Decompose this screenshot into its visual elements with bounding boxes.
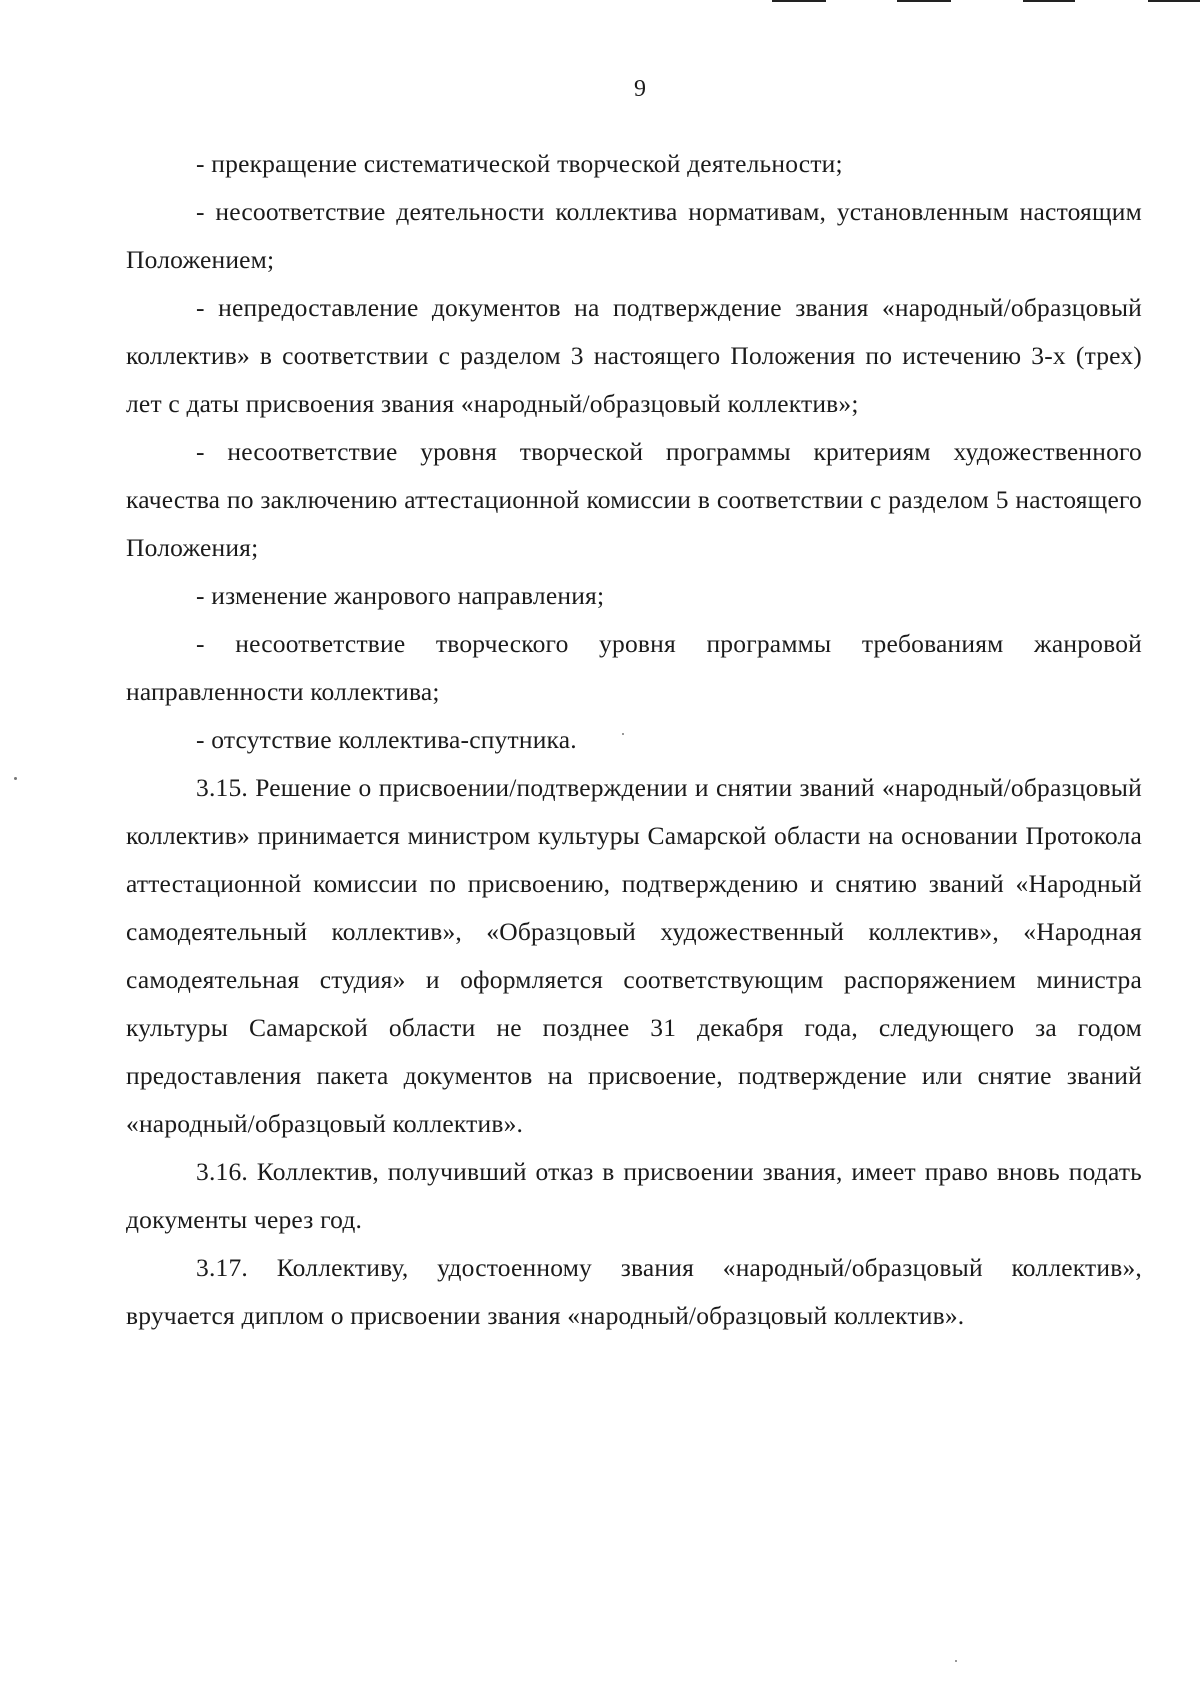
scan-edge-mark bbox=[1148, 0, 1200, 2]
clause-3-16: 3.16. Коллектив, получивший отказ в присвоении звания, имеет право вновь подать документы через год. bbox=[126, 1157, 1142, 1234]
list-item-genre-change: - изменение жанрового направления; bbox=[196, 581, 605, 610]
list-item-termination: - прекращение систематической творческой деятельности; bbox=[196, 149, 843, 178]
list-item-creative-level-mismatch: - несоответствие творческого уровня программы требованиям жанровой направленности коллектива; bbox=[126, 629, 1142, 706]
list-item-documents-not-provided: - непредоставление документов на подтверждение звания «народный/образцовый коллектив» в соответствии с разделом 3 настоящего Положения по истечению 3-х (трех) лет с даты присвоения звания «народный/образцовый коллектив»; bbox=[126, 293, 1142, 418]
clause-3-17: 3.17. Коллективу, удостоенному звания «народный/образцовый коллектив», вручается диплом о присвоении звания «народный/образцовый коллектив». bbox=[126, 1253, 1142, 1330]
list-item-program-level-mismatch: - несоответствие уровня творческой программы критериям художественного качества по заключению аттестационной комиссии в соответствии с разделом 5 настоящего Положения; bbox=[126, 437, 1142, 562]
list-item-no-satellite-group: - отсутствие коллектива-спутника. bbox=[196, 725, 577, 754]
scan-speck bbox=[14, 777, 17, 780]
scan-edge-mark bbox=[772, 0, 826, 2]
scan-edge-mark bbox=[897, 0, 951, 2]
page-number: 9 bbox=[634, 76, 646, 102]
scan-speck bbox=[955, 1660, 957, 1662]
list-item-norms-mismatch: - несоответствие деятельности коллектива нормативам, установленным настоящим Положением; bbox=[126, 197, 1142, 274]
clause-3-15: 3.15. Решение о присвоении/подтверждении и снятии званий «народный/образцовый коллектив» принимается министром культуры Самарской области на основании Протокола аттестационной комиссии по присвоению, подтверждению и снятию званий «Народный самодеятельный коллектив», «Образцовый художественный коллектив», «Народная самодеятельная студия» и оформляется соответствующим распоряжением министра культуры Самарской области не позднее 31 декабря года, следующего за годом предоставления пакета документов на присвоение, подтверждение или снятие званий «народный/образцовый коллектив». bbox=[126, 773, 1142, 1138]
scan-edge-mark bbox=[1023, 0, 1075, 2]
document-body bbox=[126, 140, 1142, 1340]
scan-speck bbox=[622, 733, 624, 735]
